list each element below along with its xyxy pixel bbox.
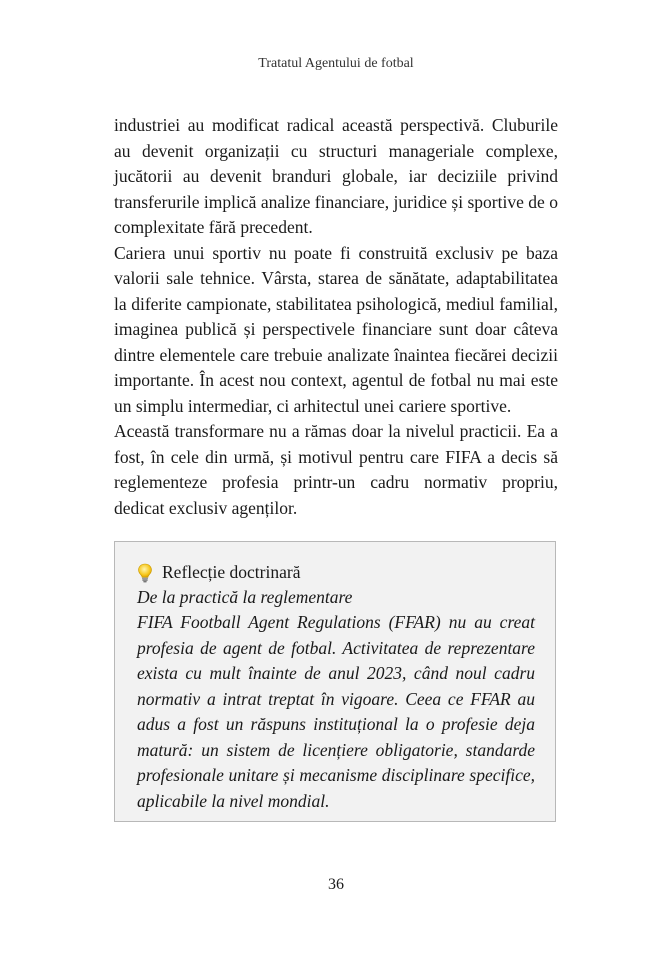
callout-text: FIFA Football Agent Regulations (FFAR) nu au creat profesia de agent de fotbal. Activitatea de reprezentare exista cu mult înainte de anul 2023, când noul cadru normativ a intrat treptat în vigoare. Ceea ce FFAR au adus a fost un răspuns instituțional la o profesie deja matură: un sistem de licențiere obligatorie, standarde profesionale unitare și mecanisme disciplinare specifice, aplicabile la nivel mondial. <box>137 612 535 811</box>
body-text <box>114 113 558 521</box>
body-paragraph: Această transformare nu a rămas doar la nivelul practicii. Ea a fost, în cele din urmă, și motivul pentru care FIFA a decis să reglementeze profesia printr-un cadru normativ propriu, dedicat exclusiv agenților. <box>114 421 558 518</box>
callout-title: Reflecție doctrinară <box>162 562 301 582</box>
reflection-callout-box <box>114 541 556 822</box>
page-number: 36 <box>328 876 344 893</box>
callout-title-row <box>137 560 535 585</box>
body-paragraph: industriei au modificat radical această perspectivă. Cluburile au devenit organizații cu structuri manageriale complexe, jucătorii au devenit branduri globale, iar deciziile privind transferurile implică analize financiare, juridice și sportive de o complexitate fără precedent. <box>114 115 558 237</box>
running-header: Tratatul Agentului de fotbal <box>258 56 414 71</box>
lightbulb-icon <box>137 563 153 583</box>
body-paragraph: Cariera unui sportiv nu poate fi construită exclusiv pe baza valorii sale tehnice. Vârsta, starea de sănătate, adaptabilitatea la diferite campionate, stabilitatea psihologică, mediul familial, imaginea publică și perspectivele financiare sunt doar câteva dintre elementele care trebuie analizate înaintea fiecărei decizii importante. În acest nou context, agentul de fotbal nu mai este un simplu intermediar, ci arhitectul unei cariere sportive. <box>114 242 558 416</box>
callout-subtitle: De la practică la reglementare <box>137 587 353 607</box>
